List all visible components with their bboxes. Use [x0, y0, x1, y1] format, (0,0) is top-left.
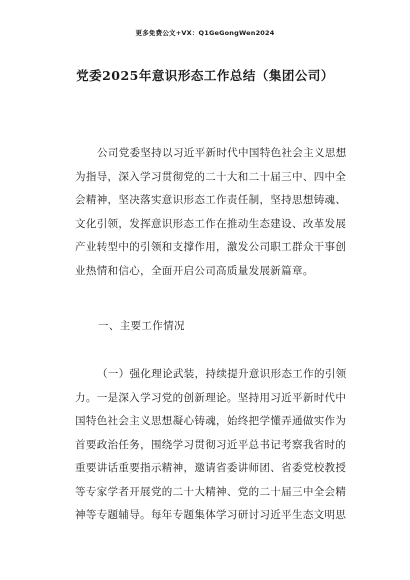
paragraph-line: （一）强化理论武装，持续提升意识形态工作的引领: [97, 368, 347, 380]
subsection-paragraph: [75, 363, 345, 528]
paragraph-line: 业热情和信心，全面开启公司高质量发展新篇章。: [75, 264, 314, 277]
intro-paragraph: [75, 142, 345, 283]
paragraph-line: 公司党委坚持以习近平新时代中国特色社会主义思想: [97, 147, 347, 159]
paragraph-line: 为指导，深入学习贯彻党的二十大和二十届三中、四中全: [75, 170, 347, 183]
paragraph-line: 文化引领，发挥意识形态工作在推动生态建设、改革发展: [75, 217, 347, 230]
paragraph-line: 产业转型中的引领和支撑作用，激发公司职工群众干事创: [75, 241, 347, 253]
paragraph-line: 首要政治任务，围绕学习贯彻习近平总书记考察我省时的: [75, 438, 347, 451]
section-heading: 一、主要工作情况: [98, 320, 185, 332]
paragraph-line: 等专家学者开展党的二十大精神、党的二十届三中全会精: [75, 485, 347, 498]
paragraph-line: 国特色社会主义思想凝心铸魂，始终把学懂弄通做实作为: [75, 415, 347, 427]
paragraph-line: 会精神，坚决落实意识形态工作责任制，坚持思想铸魂、: [75, 194, 347, 206]
paragraph-line: 重要讲话重要指示精神，邀请省委讲师团、省委党校教授: [75, 462, 347, 474]
header-note: 更多免费公文+VX：Q1GeGongWen2024: [135, 29, 275, 37]
paragraph-line: 神等专题辅导。每年专题集体学习研讨习近平生态文明思: [75, 509, 347, 521]
document-title: 党委2025年意识形态工作总结（集团公司）: [76, 68, 334, 83]
paragraph-line: 力。一是深入学习党的创新理论。坚持用习近平新时代中: [75, 391, 347, 404]
